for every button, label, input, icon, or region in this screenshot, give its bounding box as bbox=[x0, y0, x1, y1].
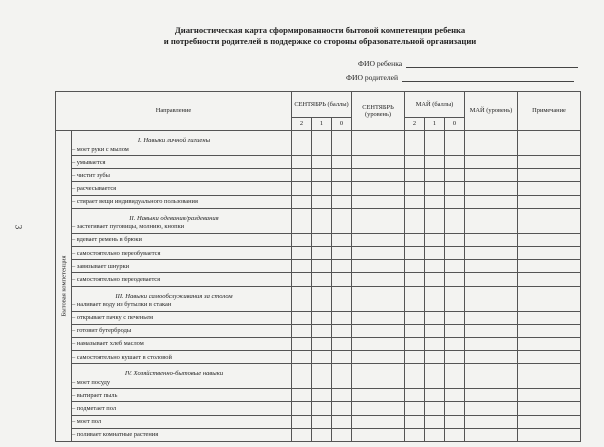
table-row bbox=[56, 415, 581, 428]
cell-may-1[interactable] bbox=[425, 389, 445, 402]
cell-may-level[interactable] bbox=[465, 428, 518, 441]
cell-sep-level[interactable] bbox=[352, 311, 405, 324]
title-line-1: Диагностическая карта сформированности бытовой компетенции ребенка bbox=[174, 25, 466, 35]
cell-note[interactable] bbox=[518, 195, 581, 208]
cell-may-1[interactable] bbox=[425, 233, 445, 246]
cell-sep-2[interactable] bbox=[292, 156, 312, 169]
cell-sep-2[interactable] bbox=[292, 415, 312, 428]
cell-sep-2[interactable] bbox=[292, 208, 312, 233]
cell-sep-level[interactable] bbox=[352, 324, 405, 337]
header-may-balls: МАЙ (баллы) bbox=[405, 92, 465, 118]
cell-may-0[interactable] bbox=[445, 415, 465, 428]
cell-sep-level[interactable] bbox=[352, 233, 405, 246]
cell-may-1[interactable] bbox=[425, 402, 445, 415]
cell-sep-1[interactable] bbox=[312, 351, 332, 364]
cell-may-1[interactable] bbox=[425, 311, 445, 324]
cell-may-1[interactable] bbox=[425, 156, 445, 169]
cell-sep-1[interactable] bbox=[312, 182, 332, 195]
cell-may-2[interactable] bbox=[405, 351, 425, 364]
cell-sep-2[interactable] bbox=[292, 195, 312, 208]
header-note: Примечание bbox=[518, 92, 581, 131]
cell-may-0[interactable] bbox=[445, 182, 465, 195]
cell-sep-level[interactable] bbox=[352, 195, 405, 208]
item-cell bbox=[72, 337, 292, 350]
cell-sep-0[interactable] bbox=[332, 415, 352, 428]
cell-sep-1[interactable] bbox=[312, 273, 332, 286]
cell-may-0[interactable] bbox=[445, 389, 465, 402]
cell-may-level[interactable] bbox=[465, 208, 518, 233]
cell-may-level[interactable] bbox=[465, 324, 518, 337]
cell-may-level[interactable] bbox=[465, 182, 518, 195]
cell-sep-0[interactable] bbox=[332, 324, 352, 337]
cell-sep-1[interactable] bbox=[312, 260, 332, 273]
cell-may-1[interactable] bbox=[425, 337, 445, 350]
cell-may-2[interactable] bbox=[405, 273, 425, 286]
header-sep-level: СЕНТЯБРЬ (уровень) bbox=[352, 92, 405, 131]
item-label: – застегивает пуговицы, молнию, кнопки bbox=[72, 223, 185, 231]
cell-sep-level[interactable] bbox=[352, 131, 405, 156]
cell-may-2[interactable] bbox=[405, 156, 425, 169]
cell-sep-1[interactable] bbox=[312, 233, 332, 246]
table-row bbox=[56, 351, 581, 364]
cell-note[interactable] bbox=[518, 246, 581, 259]
item-label: – готовит бутерброды bbox=[72, 327, 132, 335]
cell-may-2[interactable] bbox=[405, 131, 425, 156]
fio-parent-label: ФИО родителей bbox=[346, 73, 399, 82]
cell-may-level[interactable] bbox=[465, 364, 518, 389]
cell-sep-level[interactable] bbox=[352, 156, 405, 169]
cell-may-1[interactable] bbox=[425, 246, 445, 259]
cell-may-2[interactable] bbox=[405, 195, 425, 208]
cell-sep-level[interactable] bbox=[352, 428, 405, 441]
cell-sep-0[interactable] bbox=[332, 131, 352, 156]
cell-sep-2[interactable] bbox=[292, 260, 312, 273]
cell-may-0[interactable] bbox=[445, 273, 465, 286]
item-label: – самостоятельно кушает в столовой bbox=[72, 353, 172, 361]
cell-may-2[interactable] bbox=[405, 337, 425, 350]
cell-sep-0[interactable] bbox=[332, 311, 352, 324]
cell-may-1[interactable] bbox=[425, 260, 445, 273]
cell-may-1[interactable] bbox=[425, 195, 445, 208]
cell-may-level[interactable] bbox=[465, 389, 518, 402]
document-title bbox=[140, 25, 500, 47]
cell-sep-2[interactable] bbox=[292, 182, 312, 195]
cell-may-2[interactable] bbox=[405, 260, 425, 273]
item-cell bbox=[72, 415, 292, 428]
cell-may-0[interactable] bbox=[445, 260, 465, 273]
may-score-0: 0 bbox=[445, 118, 465, 131]
cell-note[interactable] bbox=[518, 182, 581, 195]
cell-sep-1[interactable] bbox=[312, 364, 332, 389]
cell-may-level[interactable] bbox=[465, 273, 518, 286]
fio-child-line[interactable] bbox=[406, 59, 578, 68]
cell-sep-1[interactable] bbox=[312, 246, 332, 259]
cell-may-1[interactable] bbox=[425, 364, 445, 389]
cell-sep-level[interactable] bbox=[352, 351, 405, 364]
side-label-cell bbox=[56, 131, 72, 442]
table-row bbox=[56, 364, 581, 389]
item-label: – умывается bbox=[72, 158, 106, 166]
table-row bbox=[56, 195, 581, 208]
cell-note[interactable] bbox=[518, 208, 581, 233]
item-label: – наливает воду из бутылки в стакан bbox=[72, 301, 172, 308]
cell-may-level[interactable] bbox=[465, 169, 518, 182]
cell-may-2[interactable] bbox=[405, 428, 425, 441]
cell-note[interactable] bbox=[518, 351, 581, 364]
item-cell bbox=[72, 364, 292, 389]
cell-sep-0[interactable] bbox=[332, 208, 352, 233]
cell-may-0[interactable] bbox=[445, 246, 465, 259]
cell-may-0[interactable] bbox=[445, 131, 465, 156]
sep-score-2: 2 bbox=[292, 118, 312, 131]
cell-may-0[interactable] bbox=[445, 364, 465, 389]
section-title: IV. Хозяйственно-бытовые навыки bbox=[124, 370, 224, 378]
table-row bbox=[56, 131, 581, 156]
cell-may-level[interactable] bbox=[465, 246, 518, 259]
cell-may-2[interactable] bbox=[405, 364, 425, 389]
cell-sep-1[interactable] bbox=[312, 208, 332, 233]
cell-may-1[interactable] bbox=[425, 208, 445, 233]
item-cell bbox=[72, 273, 292, 286]
cell-may-level[interactable] bbox=[465, 156, 518, 169]
cell-may-1[interactable] bbox=[425, 351, 445, 364]
cell-note[interactable] bbox=[518, 311, 581, 324]
cell-note[interactable] bbox=[518, 402, 581, 415]
cell-sep-1[interactable] bbox=[312, 286, 332, 311]
cell-may-level[interactable] bbox=[465, 337, 518, 350]
title-line-2: и потребности родителей в поддержке со стороны образовательной организации bbox=[163, 36, 477, 46]
fio-parent-line[interactable] bbox=[402, 73, 574, 82]
cell-may-1[interactable] bbox=[425, 131, 445, 156]
sep-score-1: 1 bbox=[312, 118, 332, 131]
cell-sep-level[interactable] bbox=[352, 337, 405, 350]
cell-note[interactable] bbox=[518, 286, 581, 311]
table-row bbox=[56, 324, 581, 337]
table-row bbox=[56, 169, 581, 182]
cell-sep-2[interactable] bbox=[292, 246, 312, 259]
cell-sep-0[interactable] bbox=[332, 260, 352, 273]
item-cell bbox=[72, 286, 292, 311]
item-label: – завязывает шнурки bbox=[72, 262, 130, 270]
table-row bbox=[56, 208, 581, 233]
cell-may-1[interactable] bbox=[425, 324, 445, 337]
table-row bbox=[56, 156, 581, 169]
cell-may-level[interactable] bbox=[465, 351, 518, 364]
item-cell bbox=[72, 351, 292, 364]
cell-sep-0[interactable] bbox=[332, 195, 352, 208]
cell-sep-level[interactable] bbox=[352, 402, 405, 415]
cell-note[interactable] bbox=[518, 273, 581, 286]
cell-note[interactable] bbox=[518, 389, 581, 402]
cell-sep-1[interactable] bbox=[312, 131, 332, 156]
may-score-2: 2 bbox=[405, 118, 425, 131]
cell-may-2[interactable] bbox=[405, 311, 425, 324]
cell-sep-2[interactable] bbox=[292, 273, 312, 286]
item-cell bbox=[72, 260, 292, 273]
cell-may-2[interactable] bbox=[405, 324, 425, 337]
cell-sep-0[interactable] bbox=[332, 233, 352, 246]
cell-may-level[interactable] bbox=[465, 195, 518, 208]
cell-sep-0[interactable] bbox=[332, 364, 352, 389]
item-cell bbox=[72, 311, 292, 324]
section-title: II. Навыки одевания/раздевания bbox=[129, 214, 219, 222]
fio-parent-field[interactable] bbox=[346, 73, 574, 82]
table-row bbox=[56, 428, 581, 441]
cell-sep-0[interactable] bbox=[332, 351, 352, 364]
cell-sep-2[interactable] bbox=[292, 324, 312, 337]
item-label: – моет пол bbox=[72, 418, 102, 426]
item-label: – вдевает ремень в брюки bbox=[72, 236, 142, 244]
item-label: – чистит зубы bbox=[72, 171, 110, 179]
cell-note[interactable] bbox=[518, 324, 581, 337]
item-label: – поливает комнатные растения bbox=[72, 431, 159, 439]
cell-may-level[interactable] bbox=[465, 311, 518, 324]
section-title: I. Навыки личной гигиены bbox=[137, 137, 211, 144]
table-row bbox=[56, 389, 581, 402]
item-label: – подметает пол bbox=[72, 405, 117, 413]
item-label: – моет руки с мылом bbox=[72, 145, 129, 153]
table-row bbox=[56, 246, 581, 259]
cell-sep-0[interactable] bbox=[332, 286, 352, 311]
cell-may-0[interactable] bbox=[445, 195, 465, 208]
cell-may-0[interactable] bbox=[445, 169, 465, 182]
cell-sep-0[interactable] bbox=[332, 273, 352, 286]
cell-may-1[interactable] bbox=[425, 273, 445, 286]
cell-may-2[interactable] bbox=[405, 402, 425, 415]
cell-may-level[interactable] bbox=[465, 402, 518, 415]
fio-child-label: ФИО ребенка bbox=[358, 59, 403, 68]
cell-note[interactable] bbox=[518, 169, 581, 182]
table-row bbox=[56, 182, 581, 195]
item-label: – самостоятельно переобувается bbox=[72, 249, 161, 257]
table-body bbox=[56, 131, 581, 442]
item-label: – расчесывается bbox=[72, 184, 117, 192]
cell-may-2[interactable] bbox=[405, 182, 425, 195]
table-row bbox=[56, 311, 581, 324]
table-row bbox=[56, 286, 581, 311]
cell-sep-0[interactable] bbox=[332, 389, 352, 402]
may-score-1: 1 bbox=[425, 118, 445, 131]
item-label: – вытирает пыль bbox=[72, 391, 118, 399]
cell-sep-2[interactable] bbox=[292, 389, 312, 402]
cell-may-2[interactable] bbox=[405, 169, 425, 182]
cell-sep-0[interactable] bbox=[332, 169, 352, 182]
cell-may-0[interactable] bbox=[445, 351, 465, 364]
cell-sep-1[interactable] bbox=[312, 156, 332, 169]
cell-sep-1[interactable] bbox=[312, 415, 332, 428]
item-label: – открывает пачку с печеньем bbox=[72, 314, 154, 322]
cell-sep-level[interactable] bbox=[352, 273, 405, 286]
page-number: 3 bbox=[13, 224, 24, 230]
cell-sep-level[interactable] bbox=[352, 286, 405, 311]
sep-score-0: 0 bbox=[332, 118, 352, 131]
cell-sep-0[interactable] bbox=[332, 402, 352, 415]
cell-may-0[interactable] bbox=[445, 208, 465, 233]
cell-may-0[interactable] bbox=[445, 324, 465, 337]
cell-note[interactable] bbox=[518, 337, 581, 350]
item-cell bbox=[72, 324, 292, 337]
cell-sep-level[interactable] bbox=[352, 389, 405, 402]
cell-sep-1[interactable] bbox=[312, 324, 332, 337]
cell-may-level[interactable] bbox=[465, 286, 518, 311]
cell-sep-1[interactable] bbox=[312, 169, 332, 182]
item-label: – стирает вещи индивидуального пользования bbox=[72, 198, 198, 206]
cell-sep-2[interactable] bbox=[292, 428, 312, 441]
cell-note[interactable] bbox=[518, 131, 581, 156]
cell-may-2[interactable] bbox=[405, 389, 425, 402]
cell-sep-0[interactable] bbox=[332, 337, 352, 350]
cell-may-0[interactable] bbox=[445, 286, 465, 311]
item-cell bbox=[72, 208, 292, 233]
cell-may-level[interactable] bbox=[465, 260, 518, 273]
cell-sep-level[interactable] bbox=[352, 182, 405, 195]
table-row bbox=[56, 260, 581, 273]
cell-sep-2[interactable] bbox=[292, 233, 312, 246]
table-row bbox=[56, 402, 581, 415]
cell-sep-level[interactable] bbox=[352, 260, 405, 273]
cell-sep-2[interactable] bbox=[292, 131, 312, 156]
cell-may-0[interactable] bbox=[445, 428, 465, 441]
cell-sep-1[interactable] bbox=[312, 311, 332, 324]
item-cell bbox=[72, 402, 292, 415]
cell-sep-2[interactable] bbox=[292, 364, 312, 389]
cell-sep-1[interactable] bbox=[312, 428, 332, 441]
cell-sep-1[interactable] bbox=[312, 389, 332, 402]
cell-sep-2[interactable] bbox=[292, 402, 312, 415]
cell-note[interactable] bbox=[518, 260, 581, 273]
cell-sep-2[interactable] bbox=[292, 286, 312, 311]
cell-may-0[interactable] bbox=[445, 156, 465, 169]
cell-may-2[interactable] bbox=[405, 208, 425, 233]
cell-sep-2[interactable] bbox=[292, 169, 312, 182]
cell-sep-2[interactable] bbox=[292, 311, 312, 324]
item-cell bbox=[72, 233, 292, 246]
item-cell bbox=[72, 195, 292, 208]
cell-sep-level[interactable] bbox=[352, 208, 405, 233]
cell-note[interactable] bbox=[518, 428, 581, 441]
cell-may-1[interactable] bbox=[425, 182, 445, 195]
diagnostic-table bbox=[55, 91, 581, 442]
cell-sep-level[interactable] bbox=[352, 246, 405, 259]
section-title: III. Навыки самообслуживания за столом bbox=[115, 292, 233, 300]
item-cell bbox=[72, 246, 292, 259]
cell-may-0[interactable] bbox=[445, 233, 465, 246]
cell-sep-2[interactable] bbox=[292, 337, 312, 350]
item-label: – самостоятельно переодевается bbox=[72, 275, 161, 283]
cell-sep-1[interactable] bbox=[312, 195, 332, 208]
cell-note[interactable] bbox=[518, 364, 581, 389]
cell-note[interactable] bbox=[518, 415, 581, 428]
cell-may-2[interactable] bbox=[405, 233, 425, 246]
cell-sep-0[interactable] bbox=[332, 182, 352, 195]
cell-sep-0[interactable] bbox=[332, 428, 352, 441]
header-may-level: МАЙ (уровень) bbox=[465, 92, 518, 131]
item-cell bbox=[72, 156, 292, 169]
cell-may-0[interactable] bbox=[445, 311, 465, 324]
header-sep-balls: СЕНТЯБРЬ (баллы) bbox=[292, 92, 352, 118]
cell-may-0[interactable] bbox=[445, 402, 465, 415]
cell-may-1[interactable] bbox=[425, 286, 445, 311]
item-cell bbox=[72, 428, 292, 441]
item-cell bbox=[72, 389, 292, 402]
cell-sep-level[interactable] bbox=[352, 415, 405, 428]
fio-child-field[interactable] bbox=[358, 59, 578, 68]
cell-may-1[interactable] bbox=[425, 169, 445, 182]
cell-may-level[interactable] bbox=[465, 415, 518, 428]
cell-may-level[interactable] bbox=[465, 131, 518, 156]
cell-may-level[interactable] bbox=[465, 233, 518, 246]
table-row bbox=[56, 273, 581, 286]
cell-may-2[interactable] bbox=[405, 246, 425, 259]
side-label: Бытовая компетенция bbox=[60, 255, 67, 317]
cell-sep-0[interactable] bbox=[332, 246, 352, 259]
cell-sep-1[interactable] bbox=[312, 402, 332, 415]
cell-sep-2[interactable] bbox=[292, 351, 312, 364]
cell-may-0[interactable] bbox=[445, 337, 465, 350]
cell-may-1[interactable] bbox=[425, 428, 445, 441]
item-label: – намазывает хлеб маслом bbox=[72, 340, 144, 348]
table-row bbox=[56, 337, 581, 350]
cell-sep-0[interactable] bbox=[332, 156, 352, 169]
item-cell bbox=[72, 131, 292, 156]
item-label: – моет посуду bbox=[72, 378, 111, 386]
cell-sep-1[interactable] bbox=[312, 337, 332, 350]
cell-may-2[interactable] bbox=[405, 415, 425, 428]
cell-may-2[interactable] bbox=[405, 286, 425, 311]
cell-sep-level[interactable] bbox=[352, 169, 405, 182]
cell-may-1[interactable] bbox=[425, 415, 445, 428]
header-direction: Направление bbox=[56, 92, 292, 131]
cell-note[interactable] bbox=[518, 233, 581, 246]
item-cell bbox=[72, 169, 292, 182]
table-row bbox=[56, 233, 581, 246]
item-cell bbox=[72, 182, 292, 195]
cell-note[interactable] bbox=[518, 156, 581, 169]
cell-sep-level[interactable] bbox=[352, 364, 405, 389]
